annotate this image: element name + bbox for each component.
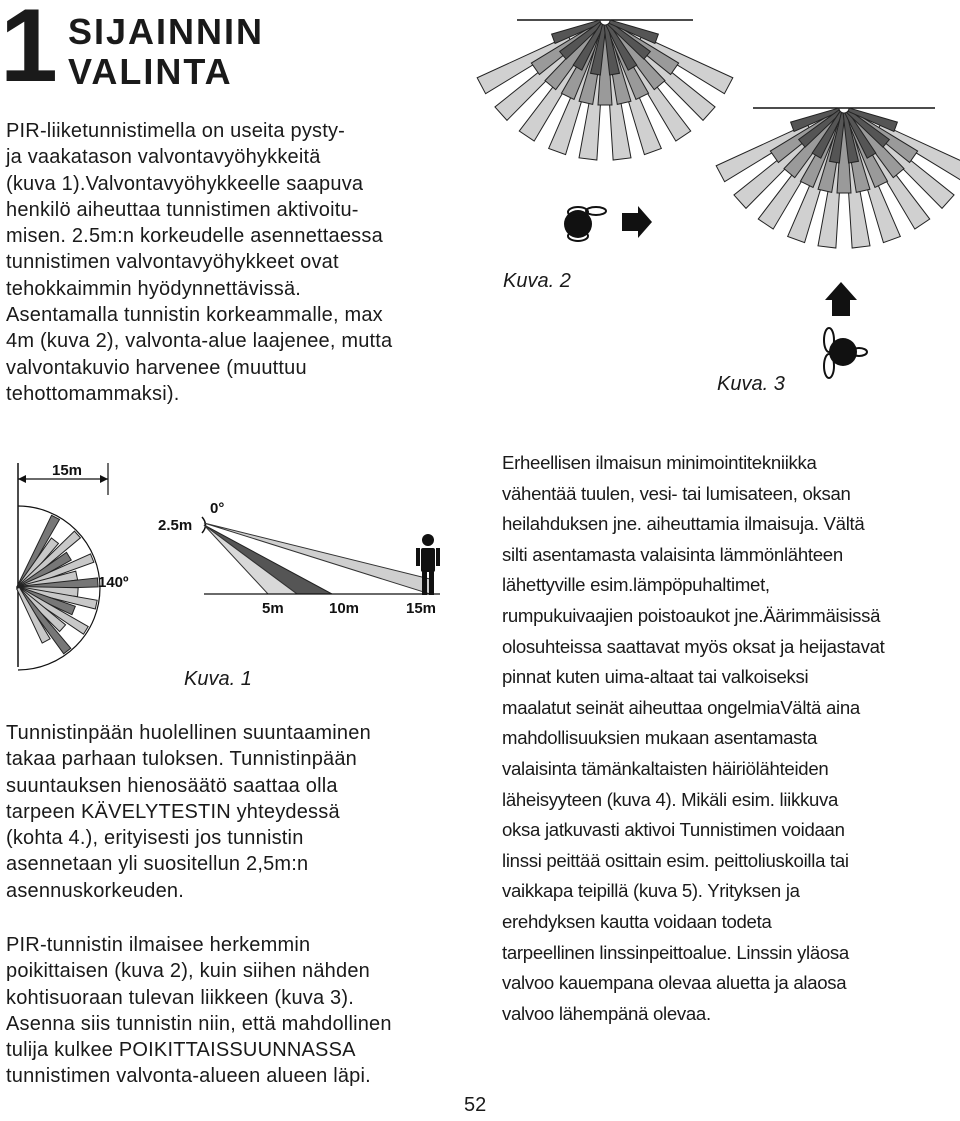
chapter-title bbox=[68, 12, 264, 92]
page-number: 52 bbox=[464, 1094, 487, 1116]
tick-5m: 5m bbox=[262, 600, 284, 617]
chapter-title-line1: SIJAINNIN bbox=[68, 11, 265, 52]
tick-10m: 10m bbox=[329, 600, 360, 617]
arrow-right-icon bbox=[622, 206, 652, 238]
detection-fan bbox=[716, 108, 960, 248]
person-topview-icon bbox=[824, 328, 867, 378]
height-label: 2.5m bbox=[158, 517, 193, 534]
figure-3-diagram bbox=[725, 100, 960, 380]
tick-15m: 15m bbox=[406, 600, 437, 617]
aiming-paragraph: Tunnistinpään huolellinen suuntaaminen takaa parhaan tuloksen. Tunnistinpään suuntauksen hienosäätö saattaa olla tarpeen KÄVELYTESTIN yhteydessä (kohta 4.), erityisesti jos tunnistin asennetaan yli suositellun 2,5m:n asennuskorkeuden. bbox=[6, 722, 371, 902]
false-alarm-paragraph: Erheellisen ilmaisun minimointitekniikka vähentää tuulen, vesi- tai lumisateen, oksan heilahduksen jne. aiheuttamia ilmaisuja. Vältä silti asentamasta valaisinta lämmönlähteen lähettyville esim.lämpöpuhaltimet, rumpukuivaajien poistoaukot jne.Äärimmäisissä olosuhteissa saattavat myös oksat ja heijastavat pinnat kuten uima-altaat tai valkoiseksi maalatut seinät aiheuttaa ongelmiaVältä aina mahdollisuuksien mukaan asentamasta valaisinta tämänkaltaisten häiriölähteiden läheisyyteen (kuva 4). Mikäli esim. liikkuva oksa jatkuvasti aktivoi Tunnistimen voidaan linssi peittää osittain esim. peittoliuskoilla tai vaikkapa teipillä (kuva 5). Yrityksen ja erehdyksen kautta voidaan todeta tarpeellinen linssinpeittoalue. Linssin yläosa valvoo kauempana olevaa aluetta ja alaosa valvoo lähempänä olevaa. bbox=[502, 452, 885, 1024]
chapter-number: 1 bbox=[0, 0, 54, 104]
angle-label: 140º bbox=[98, 574, 129, 591]
cross-motion-paragraph: PIR-tunnistin ilmaisee herkemmin poikittaisen (kuva 2), kuin siihen nähden kohtisuoraan tulevan liikkeen (kuva 3). Asenna siis tunnistin niin, että mahdollinen tulija kulkee POIKITTAISSUUNNASSA tunnistimen valvonta-alueen alueen läpi. bbox=[6, 934, 392, 1088]
detection-fan bbox=[477, 20, 733, 160]
figure-2-diagram bbox=[480, 0, 730, 270]
figure-1-caption: Kuva. 1 bbox=[184, 668, 252, 690]
figure-3-caption: Kuva. 3 bbox=[717, 373, 785, 395]
figure-2-caption: Kuva. 2 bbox=[503, 270, 571, 292]
person-topview-icon bbox=[564, 207, 606, 241]
chapter-title-line2: VALINTA bbox=[68, 51, 233, 92]
arrow-up-icon bbox=[825, 282, 857, 316]
width-label: 15m bbox=[52, 462, 83, 479]
zero-degree-label: 0° bbox=[210, 500, 225, 517]
intro-paragraph: PIR-liiketunnistimella on useita pysty- ja vaakatason valvontavyöhykkeitä (kuva 1).Valvontavyöhykkeelle saapuva henkilö aiheuttaa tunnistimen aktivoitu- misen. 2.5m:n korkeudelle asennettaessa tunnistimen valvontavyöhykkeet ovat tehokkaimmin hyödynnettävissä. Asentamalla tunnistin korkeammalle, max 4m (kuva 2), valvonta-alue laajenee, mutta valvontakuvio harvenee (muuttuu tehottomammaksi). bbox=[6, 120, 393, 405]
figure-1-diagram bbox=[0, 455, 470, 685]
